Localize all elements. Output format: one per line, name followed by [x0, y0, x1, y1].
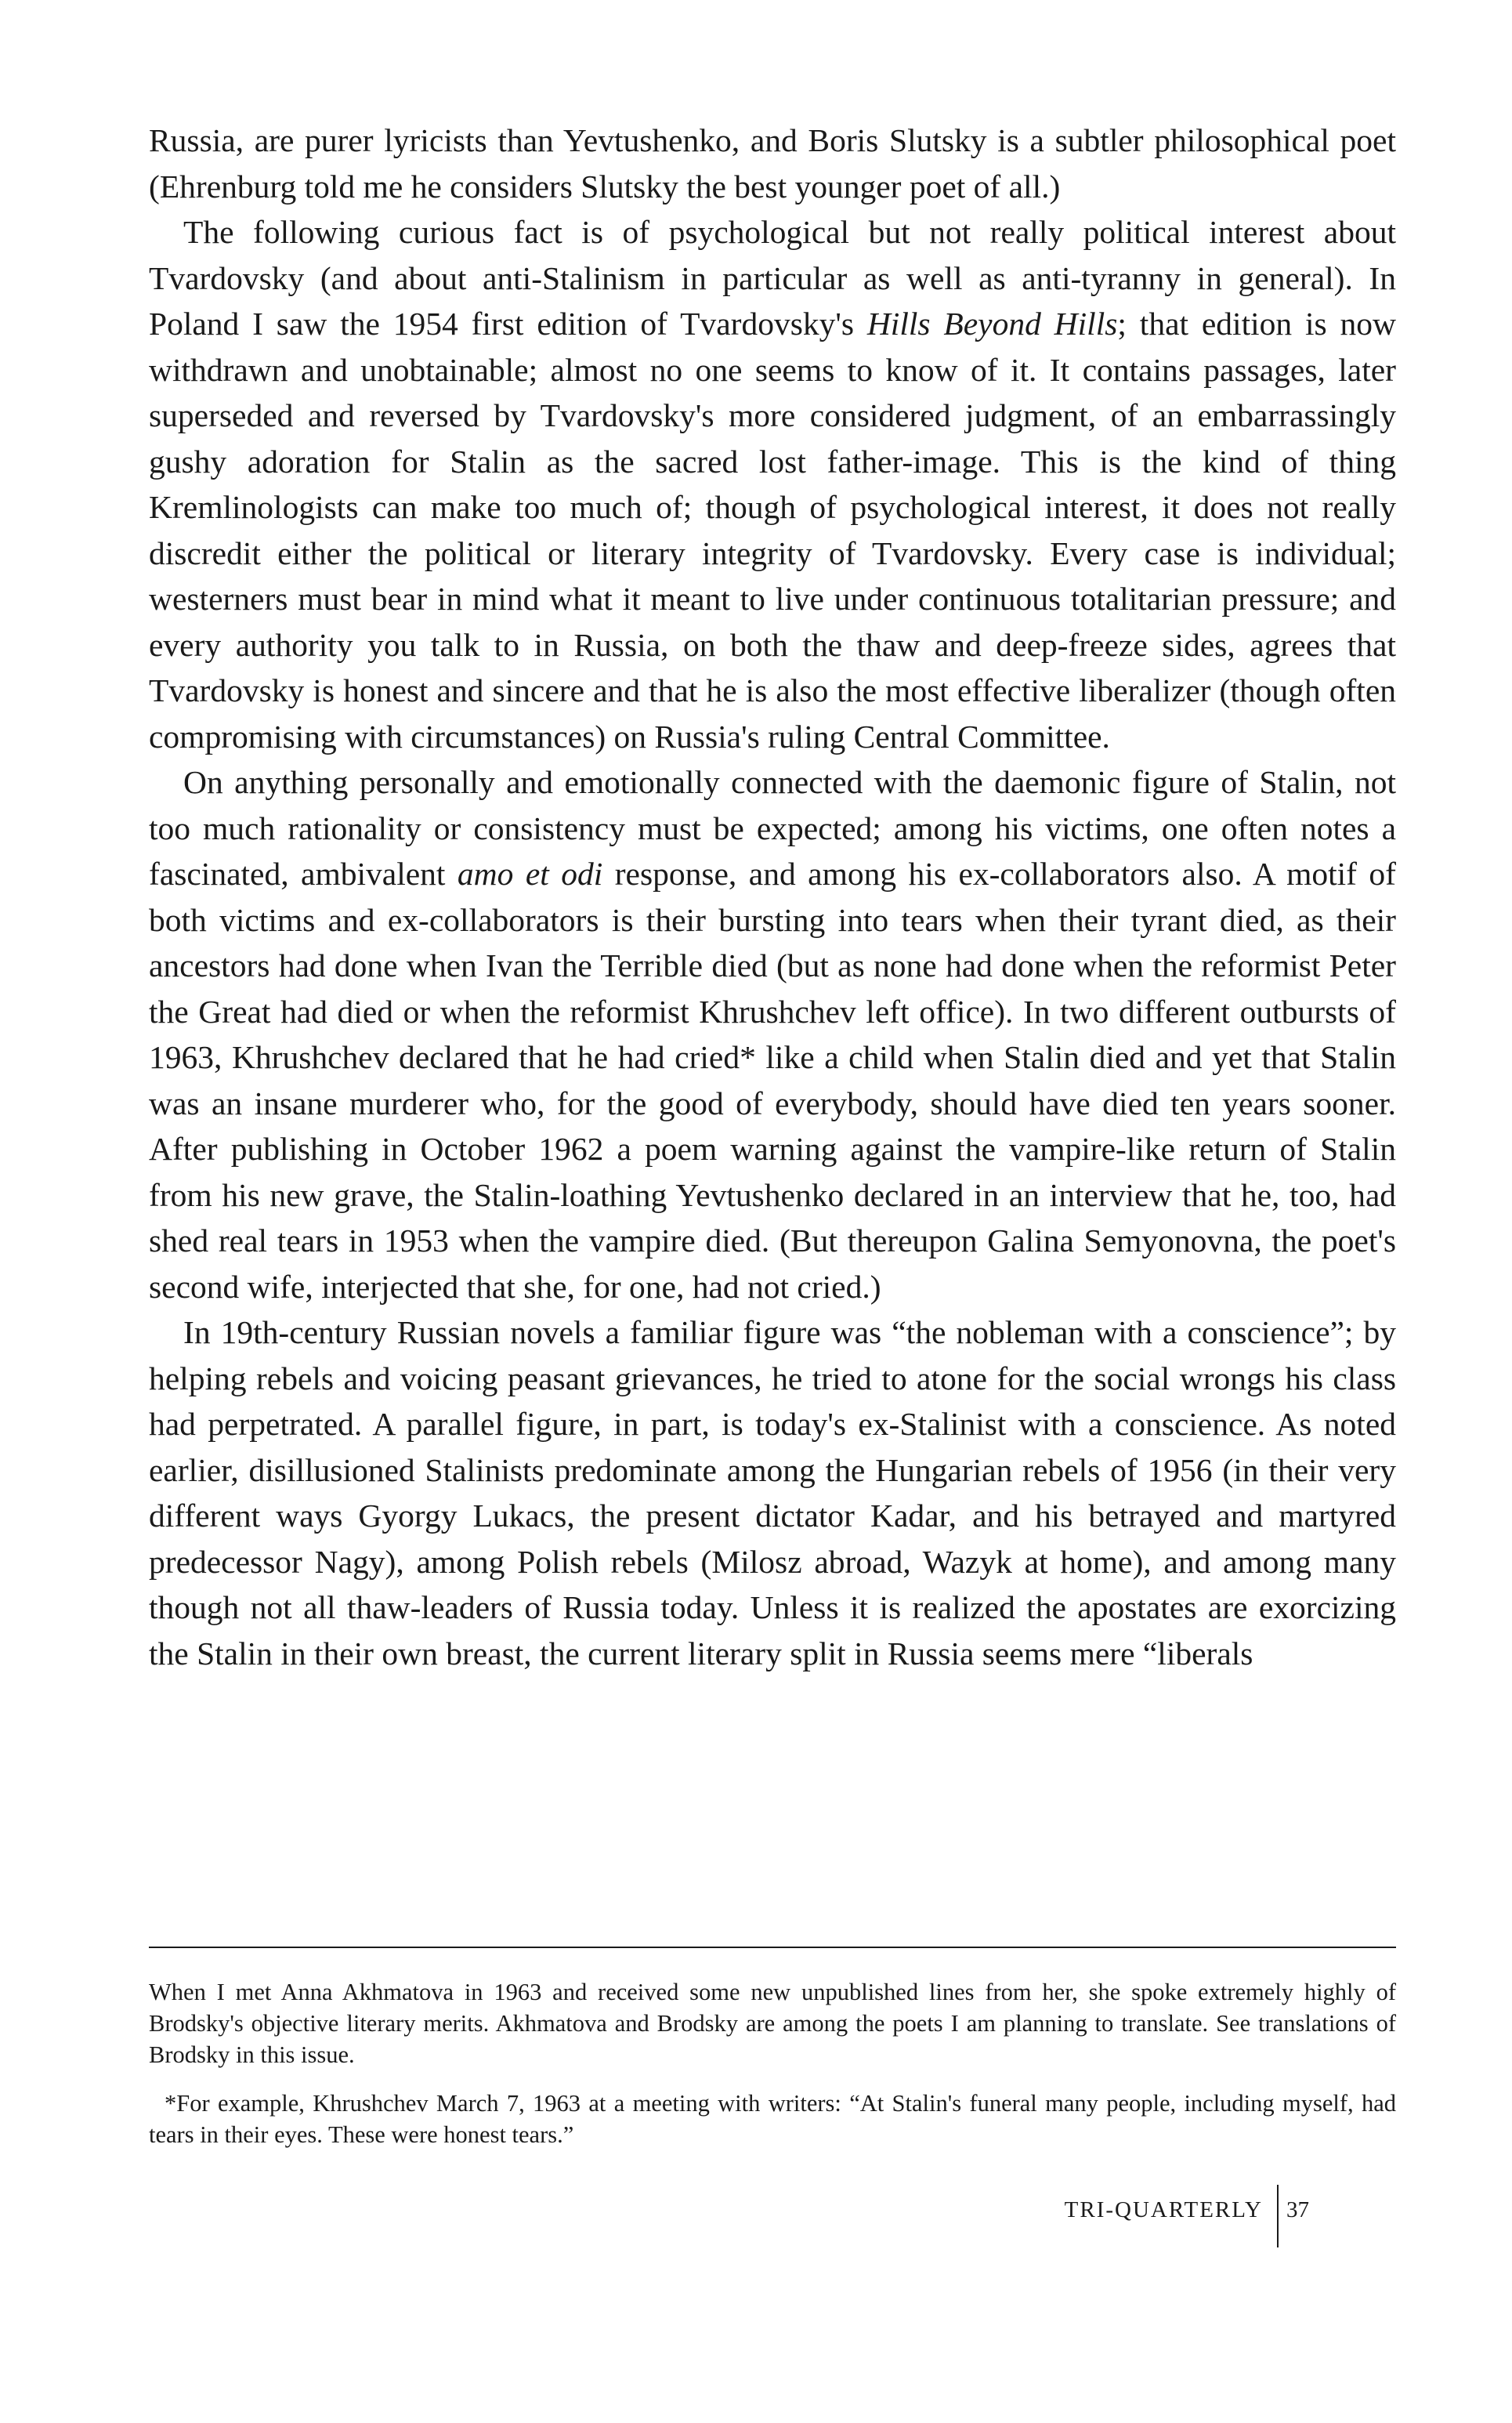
- footnotes: [149, 1976, 1396, 2150]
- latin-phrase-amo-et-odi: amo et odi: [457, 856, 603, 892]
- book-title-hills-beyond-hills: Hills Beyond Hills: [866, 306, 1118, 342]
- paragraph-4: [149, 1309, 1396, 1676]
- footer-divider: [1277, 2185, 1279, 2247]
- paragraph-3-text-end: response, and among his ex-collaborators also. A motif of both victims and ex-collaborators is their bursting into tears when their tyrant died, as their ancestors had done when Ivan the Terrible died (but as none had done when the reformist Peter the Great had died or when the reformist Khrushchev left office). In two different outbursts of 1963, Khrushchev declared that he had cried* like a child when Stalin died and yet that Stalin was an insane murderer who, for the good of everybody, should have died ten years sooner. After publishing in October 1962 a poem warning against the vampire-like return of Stalin from his new grave, the Stalin-loathing Yevtushenko declared in an interview that he, too, had shed real tears in 1953 when the vampire died. (But thereupon Galina Semyonovna, the poet's second wife, interjected that she, for one, had not cried.): [149, 856, 1397, 1305]
- page-number: 37: [1286, 2197, 1309, 2222]
- paragraph-3: [149, 759, 1396, 1309]
- journal-name: TRI-QUARTERLY: [1064, 2197, 1263, 2222]
- paragraph-1-text: Russia, are purer lyricists than Yevtushenko, and Boris Slutsky is a subtler philosophical poet (Ehrenburg told me he considers Slutsky the best younger poet of all.): [149, 122, 1396, 205]
- paragraph-3-text-start: On anything personally and emotionally connected with the daemonic figure of Stalin, not too much rationality or consistency must be expected; among his victims, one often notes a fascinated, ambivalent: [149, 764, 1396, 892]
- main-text: [149, 118, 1396, 1676]
- paragraph-2-text-end: ; that edition is now withdrawn and unobtainable; almost no one seems to know of it. It contains passages, later superseded and reversed by Tvardovsky's more considered judgment, of an embarrassingly gushy adoration for Stalin as the sacred lost father-image. This is the kind of thing Kremlinologists can make too much of; though of psychological interest, it does not really discredit either the political or literary integrity of Tvardovsky. Every case is individual; westerners must bear in mind what it meant to live under continuous totalitarian pressure; and every authority you talk to in Russia, on both the thaw and deep-freeze sides, agrees that Tvardovsky is honest and sincere and that he is also the most effective liberalizer (though often compromising with circumstances) on Russia's ruling Central Committee.: [149, 306, 1396, 755]
- paragraph-2-text-start: The following curious fact is of psychological but not really political interest about Tvardovsky (and about anti-Stalinism in particular as well as anti-tyranny in general). In Poland I saw the 1954 first edition of Tvardovsky's: [149, 214, 1396, 342]
- page-footer: [924, 2185, 1394, 2247]
- footnote-akhmatova: When I met Anna Akhmatova in 1963 and received some new unpublished lines from her, she spoke extremely highly of Brodsky's objective literary merits. Akhmatova and Brodsky are among the poets I am planning to translate. See translations of Brodsky in this issue.: [149, 1979, 1396, 2068]
- paragraph-4-text: In 19th-century Russian novels a familiar figure was “the nobleman with a conscience”; by helping rebels and voicing peasant grievances, he tried to atone for the social wrongs his class had perpetrated. A parallel figure, in part, is today's ex-Stalinist with a conscience. As noted earlier, disillusioned Stalinists predominate among the Hungarian rebels of 1956 (in their very different ways Gyorgy Lukacs, the present dictator Kadar, and his betrayed and martyred predecessor Nagy), among Polish rebels (Milosz abroad, Wazyk at home), and among many though not all thaw-leaders of Russia today. Unless it is realized the apostates are exorcizing the Stalin in their own breast, the current literary split in Russia seems mere “liberals: [149, 1314, 1396, 1671]
- footnote-separator-rule: [149, 1947, 1396, 1948]
- footnote-khrushchev: *For example, Khrushchev March 7, 1963 at a meeting with writers: “At Stalin's funeral many people, including myself, had tears in their eyes. These were honest tears.”: [149, 2090, 1396, 2148]
- paragraph-1: [149, 118, 1396, 209]
- paragraph-2: [149, 209, 1396, 759]
